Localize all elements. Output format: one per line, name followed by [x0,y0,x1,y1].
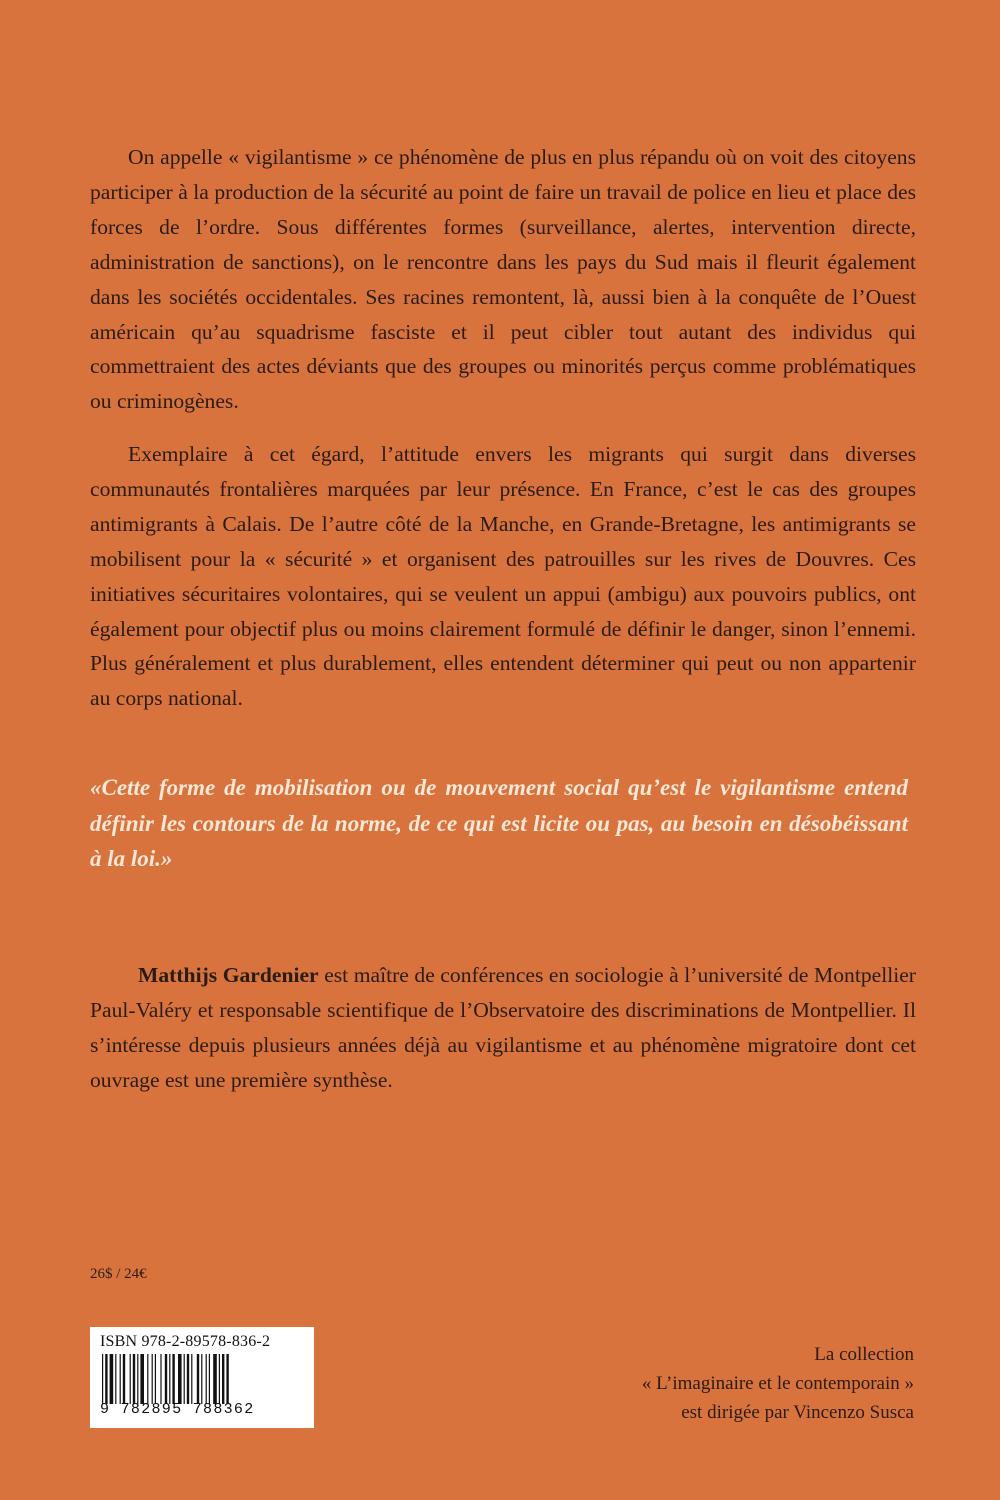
pull-quote: «Cette forme de mobilisation ou de mouvement social qu’est le vigilantisme entend définir les contours de la norme, de ce qui est licite ou pas, au besoin en désobéissant à la loi.» [90,775,908,871]
author-name: Matthijs Gardenier [138,963,319,987]
collection-line-1: La collection [814,1344,914,1365]
body-paragraph-2: Exemplaire à cet égard, l’attitude envers les migrants qui surgit dans diverses communautés frontalières marquées par leur présence. En France, c’est le cas des groupes antimigrants à Calais. De l’autre côté de la Manche, en Grande-Bretagne, les antimigrants se mobilisent pour la « sécurité » et organisent des patrouilles sur les rives de Douvres. Ces initiatives sécuritaires volontaires, qui se veulent un appui (ambigu) aux pouvoirs publics, ont également pour objectif plus ou moins clairement formulé de définir le danger, sinon l’ennemi. Plus généralement et plus durablement, elles entendent déterminer qui peut ou non appartenir au corps national. [90,442,916,711]
collection-line-2: « L’imaginaire et le contemporain » [641,1373,914,1394]
isbn-label: ISBN 978-2-89578-836-2 [100,1333,271,1350]
isbn-digits: 9 782895 788362 [100,1401,255,1418]
author-bio [90,958,916,1098]
collection-line-3: est dirigée par Vincenzo Susca [681,1402,914,1423]
barcode-icon [100,1354,304,1404]
body-paragraph-1-container [90,140,916,419]
body-paragraph-1: On appelle « vigilantisme » ce phénomène de plus en plus répandu où on voit des citoyens participer à la production de la sécurité au point de faire un travail de police en lieu et place des forces de l’ordre. Sous différentes formes (surveillance, alertes, intervention directe, administration de sanctions), on le rencontre dans les pays du Sud mais il fleurit également dans les sociétés occidentales. Ses racines remontent, là, aussi bien à la conquête de l’Ouest américain qu’au squadrisme fasciste et il peut cibler tout autant des individus qui commettraient des actes déviants que des groupes ou minorités perçus comme problématiques ou criminogènes. [90,145,916,414]
isbn-barcode-box [90,1327,314,1428]
author-bio-text: est maître de conférences en sociologie à l’université de Montpellier Paul-Valéry et responsable scientifique de l’Observatoire des discriminations de Montpellier. Il s’intéresse depuis plusieurs années déjà au vigilantisme et au phénomène migratoire dont cet ouvrage est une première synthèse. [90,963,916,1092]
body-paragraph-2-container [90,437,916,716]
collection-info [642,1340,914,1427]
price-label: 26$ / 24€ [90,1266,147,1282]
